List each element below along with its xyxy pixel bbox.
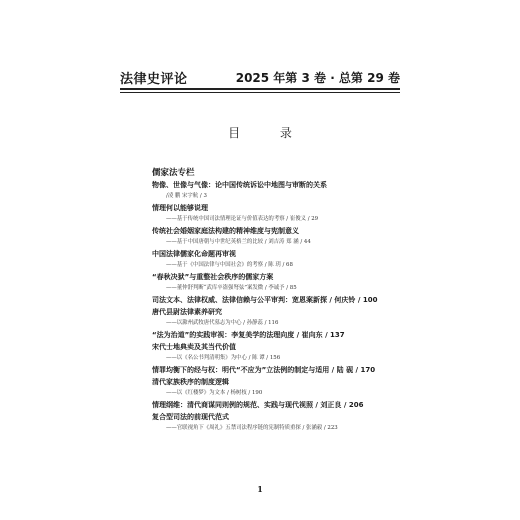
toc-entry[interactable] [152, 377, 402, 399]
entry-title: 司法文本、法律权威、法律信赖与公平审判：宽恩案新探 / 何庆铃 / 100 [152, 296, 378, 304]
toc-entry[interactable] [152, 412, 402, 434]
toc-entry[interactable] [152, 342, 402, 364]
entry-title: 传统社会婚姻家庭法构建的精神维度与宪制意义 [152, 227, 299, 235]
entry-subtitle: ——基于《中国法律与中国社会》的考察 / 陈 玥 / 68 [166, 262, 293, 268]
header-rule-thick [120, 88, 400, 90]
entry-title: 情罪均衡下的经与权：明代“不应为”立法例的制定与适用 / 陆 砚 / 170 [152, 366, 376, 374]
page-number: 1 [257, 484, 263, 494]
entry-title: “春秋决狱”与重整社会秩序的儒家方案 [152, 273, 274, 281]
issue-info: 2025 年第 3 卷 · 总第 29 卷 [235, 71, 400, 85]
entry-subtitle: ——董仲舒判断“武库卒盗强弩弦”案发微 / 李诚予 / 85 [166, 285, 297, 291]
entry-title: 唐代县尉法律素养研究 [152, 308, 222, 316]
journal-title: 法律史评论 [120, 72, 188, 87]
entry-title: “法为治道”的实践审视：李复美学的法理向度 / 崔向东 / 137 [152, 331, 345, 339]
entry-subtitle: ——基于传统中国司法情理论证与价值表达的考察 / 崔俊义 / 29 [166, 216, 319, 222]
entry-subtitle: ——官联视角下《周礼》五禁司法程序链的宪制特质重探 / 张涵毅 / 223 [166, 425, 338, 431]
entry-title: 复合型司法的前现代范式 [152, 413, 229, 421]
toc-entry[interactable] [152, 249, 402, 271]
entry-subtitle: ——以滁州武牧唐代墓志为中心 / 孙静蕊 / 116 [166, 320, 279, 326]
toc-entries [152, 180, 402, 435]
toc-entry[interactable] [152, 203, 402, 225]
entry-title: 物像、世像与气像：论中国传统诉讼中地图与审断的关系 [152, 181, 327, 189]
toc-entry[interactable] [152, 226, 402, 248]
entry-title: 中国法律儒家化命题再审视 [152, 250, 236, 258]
toc-entry[interactable] [152, 272, 402, 294]
entry-title: 情理何以能够说理 [152, 204, 208, 212]
entry-subtitle: ——基于中国唐朝与中世纪英格兰的比较 / 刘吉涛 郑 涵 / 44 [166, 239, 311, 245]
entry-title: 情理纲维：清代商谋同则例的规范、实践与现代视照 / 刘正良 / 206 [152, 401, 364, 409]
toc-entry[interactable] [152, 295, 402, 306]
toc-title: 目 录 [228, 126, 310, 140]
entry-title: 宋代士地典卖及其当代价值 [152, 343, 236, 351]
entry-title: 清代家族秩序的制度逻辑 [152, 378, 229, 386]
toc-entry[interactable] [152, 330, 402, 341]
entry-subtitle: ——以《名公书判清明集》为中心 / 陈 谭 / 156 [166, 355, 281, 361]
section-title: 儒家法专栏 [152, 168, 195, 178]
toc-entry[interactable] [152, 400, 402, 411]
toc-entry[interactable] [152, 307, 402, 329]
entry-subtitle: /凌 鹏 宋宇航 / 3 [166, 193, 207, 199]
entry-subtitle: ——以《红楼梦》为文本 / 杨树枝 / 190 [166, 390, 263, 396]
toc-entry[interactable] [152, 180, 402, 202]
header-rule-thin [120, 92, 400, 93]
toc-entry[interactable] [152, 365, 402, 376]
